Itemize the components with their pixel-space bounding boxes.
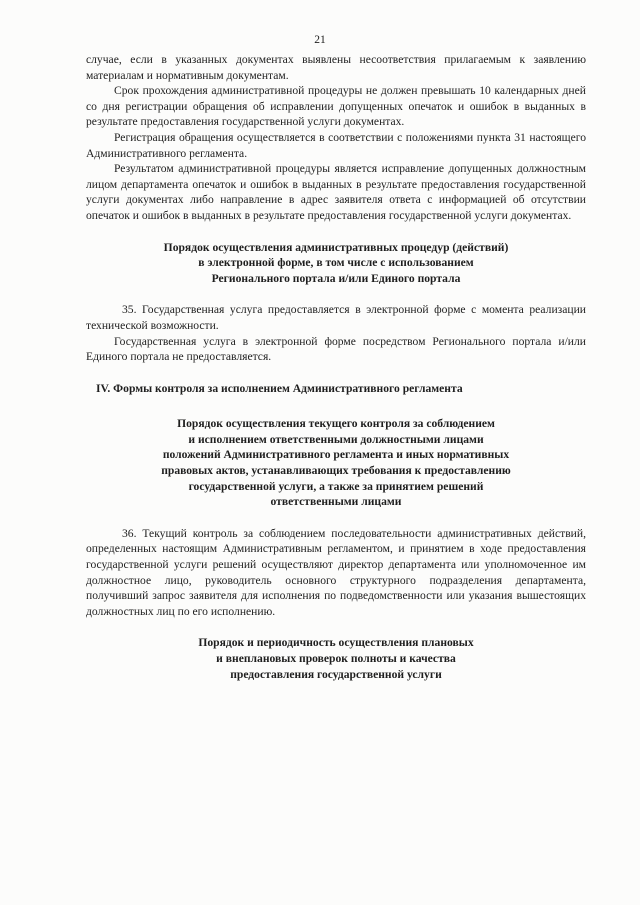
heading-line: Порядок осуществления текущего контроля за соблюдением xyxy=(177,417,495,431)
section-heading xyxy=(96,381,586,397)
heading-line: государственной услуги, а также за принятием решений xyxy=(188,479,484,493)
subsection-heading xyxy=(86,416,586,510)
spacer xyxy=(86,510,586,526)
heading-line: Порядок осуществления административных процедур (действий) xyxy=(163,240,509,254)
heading-line: ответственными лицами xyxy=(270,495,402,509)
heading-line: и внеплановых проверок полноты и качества xyxy=(216,652,456,665)
heading-line: Регионального портала и/или Единого портала xyxy=(211,271,461,285)
spacer xyxy=(86,365,586,381)
spacer xyxy=(86,619,586,635)
document-body xyxy=(86,52,586,682)
paragraph: Результатом административной процедуры является исправление допущенных должностным лицом департамента опечаток и ошибок в выданных в результате предоставления государственной услуги документах либо направление в адрес заявителя ответа с информацией об отсутствии опечаток и ошибок в выданных в результате предоставления государственной услуги документах. xyxy=(86,162,586,222)
paragraph: 36. Текущий контроль за соблюдением последовательности административных действий, определенных настоящим Административным регламентом, и принятием в ходе предоставления государственной услуги решений осуществляют директор департамента или уполномоченное им должностное лицо, руководитель основного структурного подразделения департамента, получивший запрос заявителя для исполнения по подведомственности или указания вышестоящих должностных лиц по его исполнению. xyxy=(86,526,586,618)
heading-line: и исполнением ответственными должностными лицами xyxy=(188,432,484,446)
subsection-heading xyxy=(86,240,586,287)
heading-line: предоставления государственной услуги xyxy=(230,667,442,681)
subsection-heading xyxy=(86,635,586,682)
paragraph: случае, если в указанных документах выявлены несоответствия прилагаемым к заявлению материалам и нормативным документам. xyxy=(86,53,586,82)
heading-line: в электронной форме, в том числе с использованием xyxy=(198,256,474,270)
heading-line: правовых актов, устанавливающих требования к предоставлению xyxy=(161,464,511,478)
spacer xyxy=(86,224,586,240)
spacer xyxy=(86,396,586,416)
spacer xyxy=(86,286,586,302)
paragraph: Государственная услуга в электронной форме посредством Регионального портала и/или Единого портала не предоставляется. xyxy=(86,334,586,364)
paragraph: 35. Государственная услуга предоставляется в электронной форме с момента реализации технической возможности. xyxy=(86,303,586,332)
paragraph: Срок прохождения административной процедуры не должен превышать 10 календарных дней со дня регистрации обращения об исправлении допущенных опечаток и ошибок в выданных в результате предоставления государственной услуги документах. xyxy=(86,84,586,129)
page-number: 21 xyxy=(314,34,326,46)
heading-line: положений Административного регламента и иных нормативных xyxy=(162,448,510,462)
paragraph: Регистрация обращения осуществляется в соответствии с положениями пункта 31 настоящего Административного регламента. xyxy=(86,130,586,160)
heading-line: Порядок и периодичность осуществления плановых xyxy=(198,636,474,650)
heading-line: IV. Формы контроля за исполнением Административного регламента xyxy=(96,381,463,395)
